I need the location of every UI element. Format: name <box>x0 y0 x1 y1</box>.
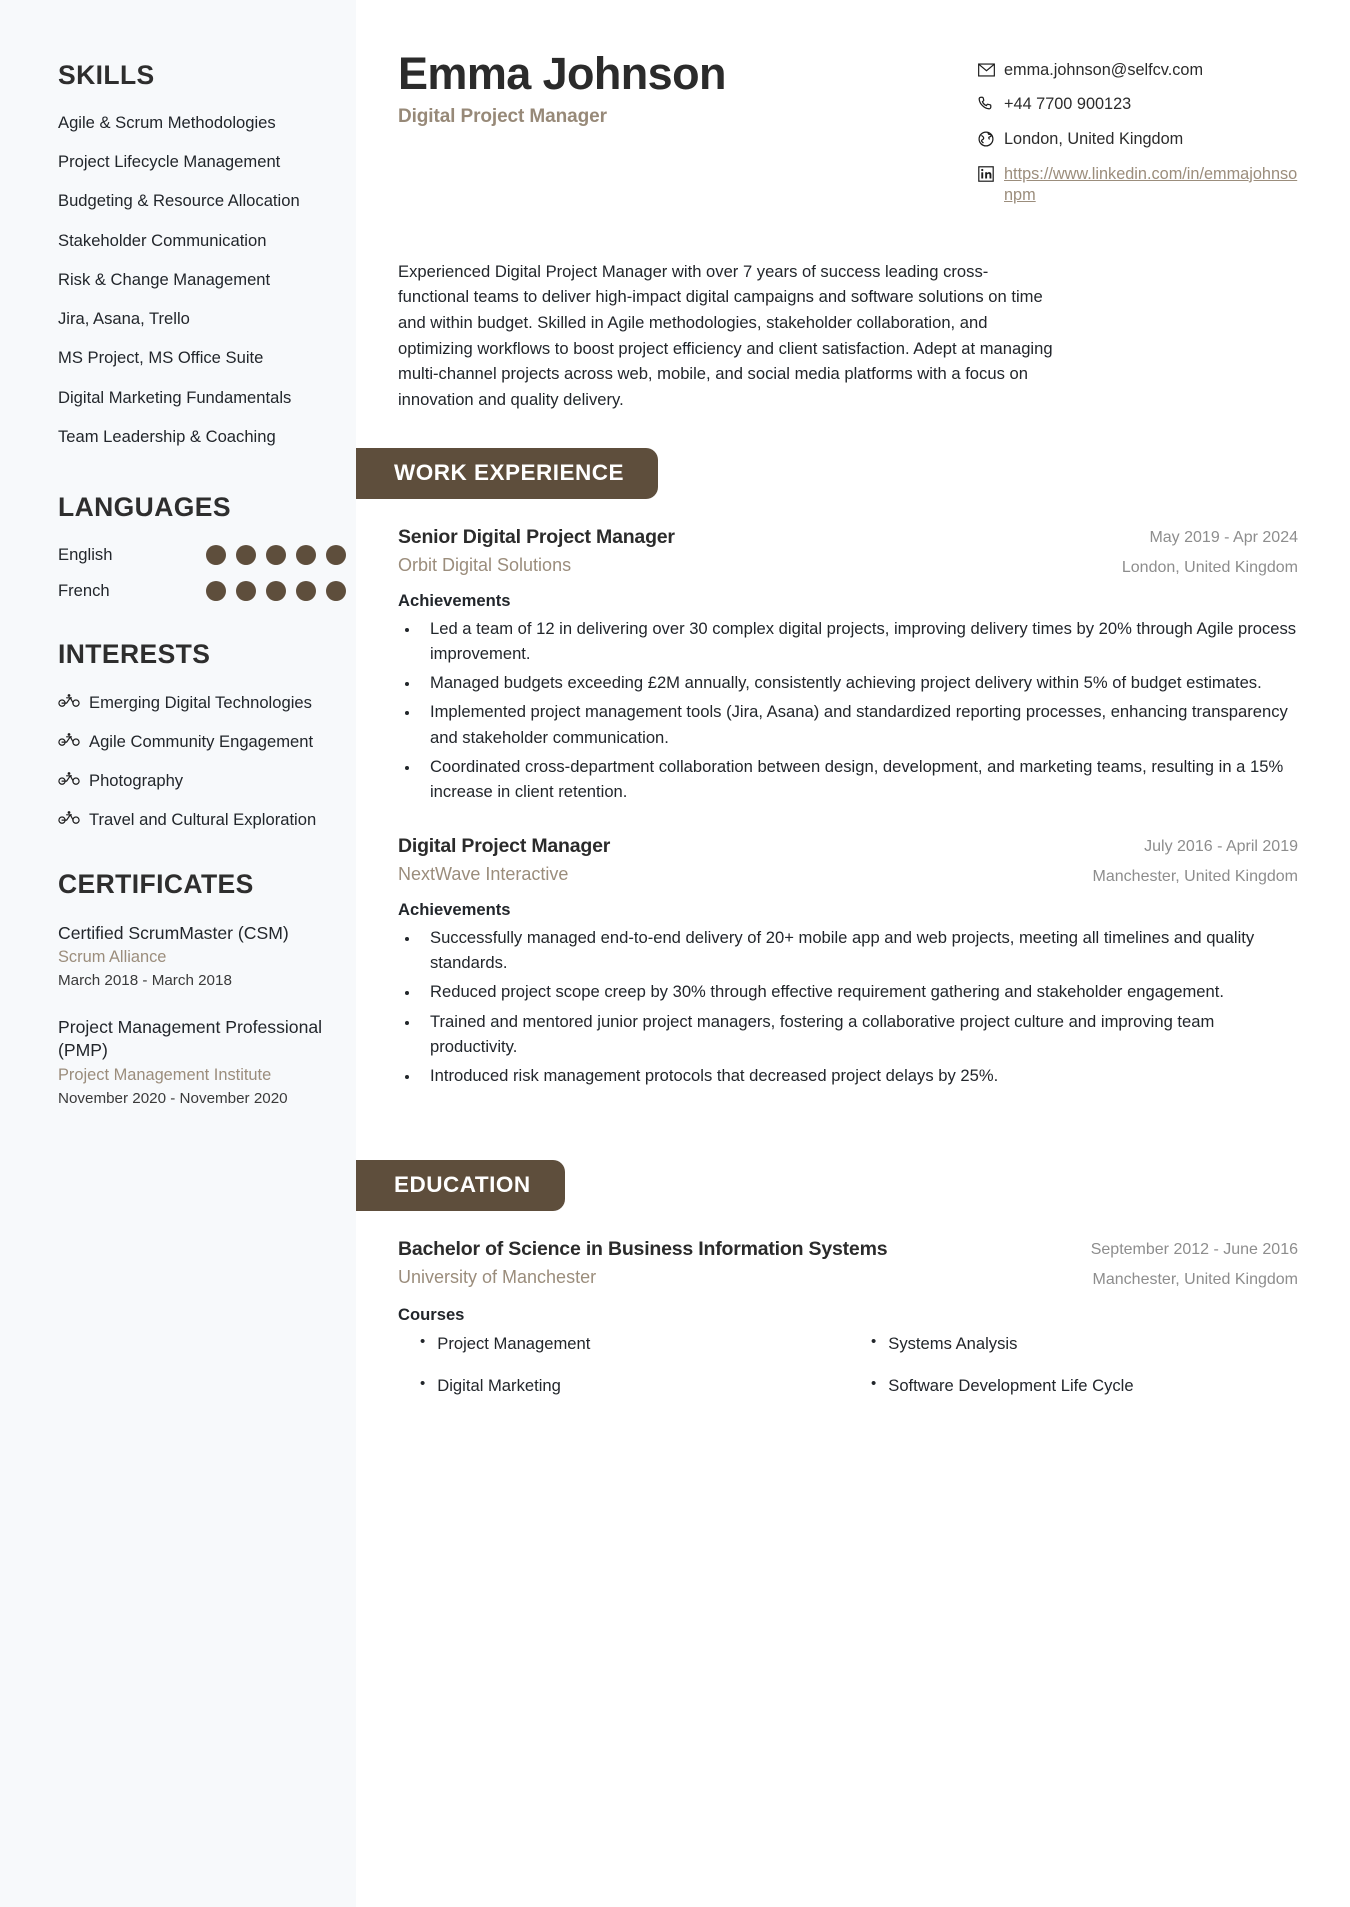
interest-label: Travel and Cultural Exploration <box>89 810 317 830</box>
work-entry-title-block <box>398 525 1108 577</box>
interests-heading: INTERESTS <box>58 638 211 669</box>
contact-row <box>978 129 1298 153</box>
level-dot-filled <box>266 545 286 565</box>
bicycle-icon <box>58 731 80 752</box>
course-label: Digital Marketing <box>437 1376 561 1396</box>
certificate-date: March 2018 - March 2018 <box>58 971 232 989</box>
work-entry-meta <box>1093 834 1298 888</box>
work-bullet: • Managed budgets exceeding £2M annually, consistently achieving project delivery within 5% of budget estimates. <box>420 670 1298 695</box>
envelope-icon <box>978 60 995 83</box>
bicycle-icon <box>58 770 80 791</box>
achievements-label: Achievements <box>398 899 511 919</box>
job-location: London, United Kingdom <box>1121 559 1298 576</box>
job-role-subtitle: Digital Project Manager <box>398 106 607 128</box>
work-experience-banner: WORK EXPERIENCE <box>356 448 658 499</box>
level-dot-filled <box>296 545 316 565</box>
professional-summary: Experienced Digital Project Manager with over 7 years of success leading cross-functional teams to deliver high-impact digital campaigns and software solutions on time and within budget. Skilled in Agile methodologies, stakeholder collaboration, and optimizing workflows to boost project efficiency and client satisfaction. Adept at managing multi-channel projects across web, mobile, and social media platforms with a focus on innovation and quality delivery. <box>398 261 1053 409</box>
contact-link-text[interactable]: https://www.linkedin.com/in/emmajohnsonpm <box>1004 164 1298 204</box>
contact-text: London, United Kingdom <box>1004 129 1184 148</box>
job-location: Manchester, United Kingdom <box>1092 868 1298 886</box>
skill-item: Jira, Asana, Trello <box>58 309 190 329</box>
language-level-dots <box>206 545 346 565</box>
job-title: Digital Project Manager <box>398 835 611 858</box>
education-banner: EDUCATION <box>356 1160 565 1211</box>
skill-item: Team Leadership & Coaching <box>58 426 276 446</box>
level-dot-filled <box>206 545 226 565</box>
contact-row[interactable] <box>978 164 1298 206</box>
languages-list <box>58 545 324 601</box>
language-level-dots <box>206 581 346 601</box>
bicycle-icon <box>58 692 80 713</box>
level-dot-filled <box>296 581 316 601</box>
work-entry-meta <box>1122 525 1298 579</box>
work-bullet: • Reduced project scope creep by 30% through effective requirement gathering and stakeholder engagement. <box>420 979 1298 1004</box>
skill-item: Budgeting & Resource Allocation <box>58 191 300 211</box>
courses-label: Courses <box>398 1304 465 1324</box>
education-date-range: September 2012 - June 2016 <box>1090 1241 1298 1259</box>
work-entry-header <box>398 525 1298 579</box>
language-row <box>58 581 324 601</box>
level-dot-filled <box>236 545 256 565</box>
work-bullet: • Coordinated cross-department collaboration between design, development, and marketing teams, resulting in a 15% increase in client retention. <box>420 754 1298 804</box>
course-item <box>420 1375 847 1397</box>
contact-row <box>978 60 1298 83</box>
certificate-item <box>58 922 324 991</box>
certificates-section <box>58 869 324 1109</box>
bicycle-icon <box>58 809 80 830</box>
level-dot-filled <box>206 581 226 601</box>
course-item <box>871 1333 1298 1355</box>
bullet-icon: • <box>871 1375 877 1393</box>
job-date-range: July 2016 - April 2019 <box>1144 838 1298 856</box>
interest-label: Emerging Digital Technologies <box>89 692 312 712</box>
work-bullet: • Implemented project management tools (Jira, Asana) and standardized reporting processes, enhancing transparency and stakeholder communication. <box>420 699 1298 749</box>
interest-label: Photography <box>89 771 184 791</box>
education-location: Manchester, United Kingdom <box>1092 1271 1298 1289</box>
contact-list <box>978 50 1298 217</box>
contact-row <box>978 94 1298 118</box>
languages-heading: LANGUAGES <box>58 491 231 522</box>
language-name: French <box>58 580 110 600</box>
skill-item: Stakeholder Communication <box>58 230 267 250</box>
education-entry-header <box>398 1237 1298 1291</box>
certificates-list <box>58 922 324 1109</box>
job-title: Senior Digital Project Manager <box>398 526 675 549</box>
bullet-icon: • <box>420 1375 426 1393</box>
skill-item: Digital Marketing Fundamentals <box>58 387 292 407</box>
work-entry-title-block <box>398 834 1079 886</box>
linkedin-icon <box>978 164 995 188</box>
company-name: NextWave Interactive <box>398 864 569 885</box>
skill-item: Project Lifecycle Management <box>58 152 281 172</box>
job-date-range: May 2019 - Apr 2024 <box>1149 529 1298 547</box>
interests-section <box>58 639 324 831</box>
work-experience-list <box>398 525 1298 1088</box>
page-title: Emma Johnson <box>398 48 726 99</box>
sidebar <box>0 0 356 1907</box>
work-bullet: • Trained and mentored junior project managers, fostering a collaborative project culture and improving team productivity. <box>420 1009 1298 1059</box>
phone-icon <box>978 94 995 118</box>
header <box>398 50 1298 217</box>
interest-label: Agile Community Engagement <box>89 731 314 751</box>
school-name: University of Manchester <box>398 1267 597 1288</box>
certificates-heading: CERTIFICATES <box>58 868 254 899</box>
skills-list <box>58 113 324 448</box>
interests-list <box>58 692 324 831</box>
skill-item: Agile & Scrum Methodologies <box>58 113 276 132</box>
bullet-icon: • <box>420 1332 426 1350</box>
level-dot-filled <box>266 581 286 601</box>
course-label: Systems Analysis <box>888 1333 1018 1353</box>
level-dot-filled <box>236 581 256 601</box>
language-name: English <box>58 544 113 564</box>
identity-block <box>398 50 726 128</box>
course-label: Project Management <box>437 1333 591 1353</box>
certificate-title: Certified ScrumMaster (CSM) <box>58 922 289 943</box>
interest-item <box>58 731 324 752</box>
interest-item <box>58 692 324 713</box>
work-entry <box>398 525 1298 804</box>
interest-item <box>58 770 324 791</box>
work-bullet: • Led a team of 12 in delivering over 30 complex digital projects, improving delivery times by 20% through Agile process improvement. <box>420 616 1298 666</box>
work-entry-header <box>398 834 1298 888</box>
skills-heading: SKILLS <box>58 60 155 90</box>
education-list <box>398 1237 1298 1397</box>
education-meta <box>1091 1237 1298 1291</box>
work-entry <box>398 834 1298 1088</box>
language-row <box>58 545 324 565</box>
skills-section <box>58 60 324 448</box>
certificate-date: November 2020 - November 2020 <box>58 1089 288 1107</box>
contact-text: emma.johnson@selfcv.com <box>1004 61 1204 79</box>
level-dot-filled <box>326 545 346 565</box>
education-entry <box>398 1237 1298 1397</box>
education-title-block <box>398 1237 1077 1289</box>
course-item <box>871 1375 1298 1397</box>
course-label: Software Development Life Cycle <box>888 1376 1134 1396</box>
work-bullet-list <box>420 925 1298 1088</box>
work-bullet: • Introduced risk management protocols that decreased project delays by 25%. <box>420 1063 1298 1088</box>
company-name: Orbit Digital Solutions <box>398 555 572 576</box>
course-item <box>420 1333 847 1355</box>
courses-grid <box>420 1333 1298 1398</box>
interest-item <box>58 809 324 830</box>
contact-text: +44 7700 900123 <box>1004 94 1132 113</box>
globe-icon <box>978 129 995 153</box>
certificate-title: Project Management Professional (PMP) <box>58 1017 323 1061</box>
certificate-issuer: Scrum Alliance <box>58 948 167 967</box>
certificate-issuer: Project Management Institute <box>58 1066 272 1085</box>
skill-item: MS Project, MS Office Suite <box>58 348 264 368</box>
achievements-label: Achievements <box>398 590 511 610</box>
skill-item: Risk & Change Management <box>58 269 271 289</box>
languages-section <box>58 492 324 601</box>
level-dot-filled <box>326 581 346 601</box>
certificate-item <box>58 1016 324 1108</box>
work-bullet: • Successfully managed end-to-end delivery of 20+ mobile app and web projects, meeting all timelines and quality standards. <box>420 925 1298 975</box>
work-bullet-list <box>420 616 1298 805</box>
main-content <box>356 0 1350 1907</box>
degree-title: Bachelor of Science in Business Information Systems <box>398 1238 888 1261</box>
bullet-icon: • <box>871 1332 877 1350</box>
